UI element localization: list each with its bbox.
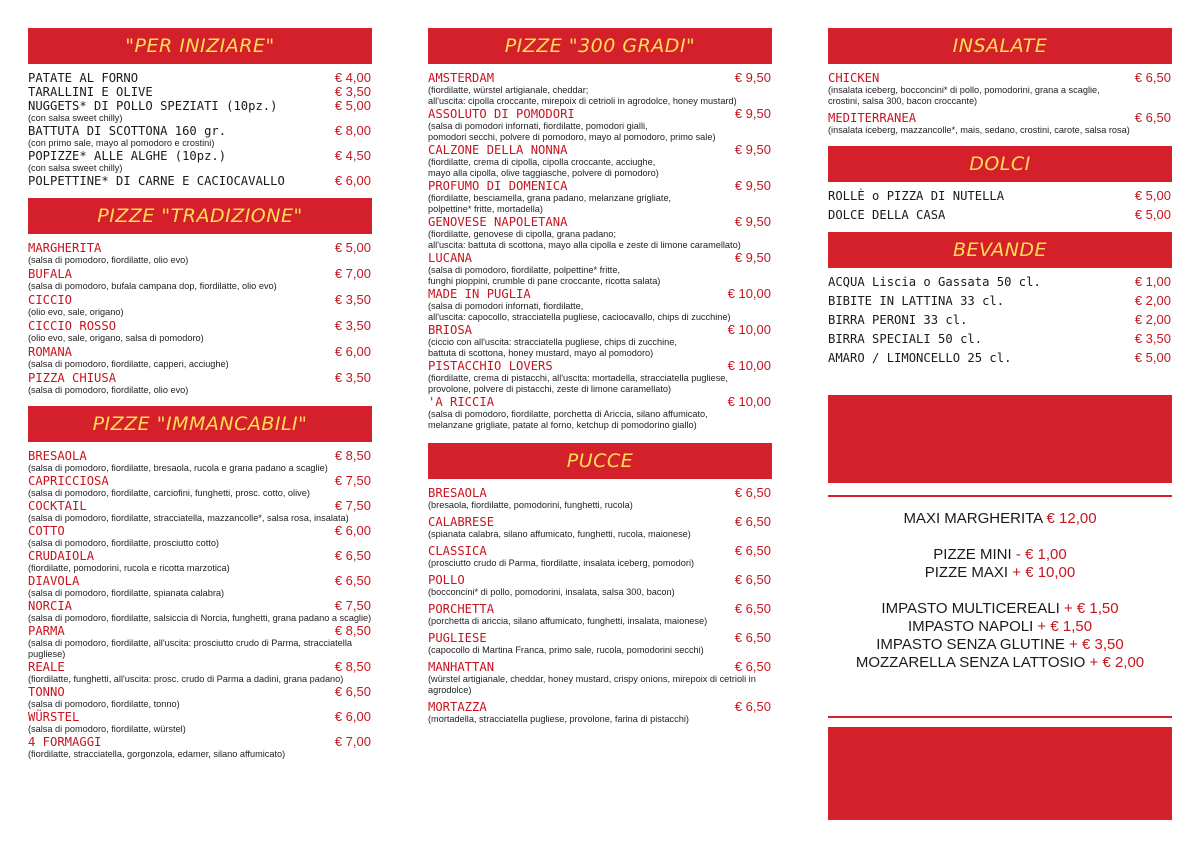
menu-item-row [28, 241, 372, 255]
menu-item-price: € 6,50 [734, 514, 771, 529]
menu-item [28, 685, 372, 710]
menu-item [28, 319, 372, 344]
menu-item-row [828, 208, 1172, 222]
menu-item-price: € 5,00 [334, 240, 371, 255]
menu-item-row [828, 351, 1172, 365]
menu-item-row [428, 660, 772, 674]
menu-item-description: (fiordilatte, crema di pistacchi, all'uscita: mortadella, stracciatella pugliese, provolone, polvere di pistacchi, zeste di limone caramellato) [428, 373, 728, 394]
menu-item-row [28, 624, 372, 638]
menu-item-name: PROFUMO DI DOMENICA [428, 179, 568, 193]
menu-item-price: € 5,00 [1134, 350, 1171, 365]
menu-item-name: BRIOSA [428, 323, 473, 337]
menu-item-description: (fiordilatte, crema di cipolla, cipolla croccante, acciughe, mayo alla cipolla, olive taggiasche, polvere di pomodoro) [428, 157, 659, 178]
section-pizze-300-gradi [428, 28, 772, 431]
section-title: INSALATE [828, 28, 1172, 64]
extra-line [828, 510, 1172, 528]
menu-item-name: PORCHETTA [428, 602, 495, 616]
section-title: PUCCE [428, 443, 772, 479]
menu-item-name: POLPETTINE* DI CARNE E CACIOCAVALLO [28, 174, 285, 188]
menu-item-name: CALABRESE [428, 515, 495, 529]
menu-item [428, 631, 772, 656]
menu-item-name: ROLLÈ o PIZZA DI NUTELLA [828, 189, 1005, 203]
extra-line [828, 636, 1172, 654]
item-list [28, 442, 372, 760]
menu-item-description: (salsa di pomodori infornati, fiordilatte, all'uscita: capocollo, stracciatella pugliese, caciocavallo, chips di zucchine) [428, 301, 731, 322]
menu-item [428, 395, 772, 431]
menu-item-price: € 4,50 [334, 148, 371, 163]
menu-item [428, 251, 772, 287]
menu-item-price: € 7,00 [334, 734, 371, 749]
menu-item [428, 71, 772, 107]
menu-column-left [28, 28, 372, 770]
menu-item-price: € 3,50 [334, 318, 371, 333]
menu-item-description: (salsa di pomodoro, fiordilatte, spianata calabra) [28, 588, 225, 598]
menu-item-description: (capocollo di Martina Franca, primo sale, rucola, pomodorini secchi) [428, 645, 704, 655]
menu-item-name: CICCIO [28, 293, 73, 307]
extra-price: + € 2,00 [1089, 654, 1145, 671]
menu-item-description: (salsa di pomodoro, fiordilatte, olio evo) [28, 255, 189, 265]
menu-item-description: (fiordilatte, genovese di cipolla, grana padano; all'uscita: battuta di scottona, mayo alla cipolla e zeste di limone caramellato) [428, 229, 741, 250]
section-pizze-tradizione [28, 198, 372, 396]
extra-label: MOZZARELLA SENZA LATTOSIO [855, 654, 1086, 671]
menu-item-price: € 6,50 [1134, 110, 1171, 125]
menu-item-name: GENOVESE NAPOLETANA [428, 215, 568, 229]
menu-item-name: PISTACCHIO LOVERS [428, 359, 553, 373]
menu-item-description: (olio evo, sale, origano) [28, 307, 124, 317]
menu-item [428, 660, 772, 696]
menu-item [428, 323, 772, 359]
menu-item [428, 107, 772, 143]
menu-item-row [28, 267, 372, 281]
menu-item-name: BUFALA [28, 267, 73, 281]
menu-item [28, 499, 372, 524]
menu-item-description: (salsa di pomodoro, fiordilatte, olio evo) [28, 385, 189, 395]
extra-label: IMPASTO NAPOLI [907, 618, 1034, 635]
menu-item-row [428, 486, 772, 500]
menu-item-price: € 4,00 [334, 70, 371, 85]
section-title: "PER INIZIARE" [28, 28, 372, 64]
menu-item [28, 735, 372, 760]
menu-item-price: € 8,50 [334, 448, 371, 463]
menu-item-price: € 6,50 [734, 699, 771, 714]
menu-item [428, 573, 772, 598]
menu-item [28, 124, 372, 149]
menu-item-description: (salsa di pomodoro, fiordilatte, bresaola, rucola e grana padano a scaglie) [28, 463, 328, 473]
menu-item-price: € 8,50 [334, 623, 371, 638]
item-list [828, 182, 1172, 222]
menu-item-price: € 5,00 [1134, 207, 1171, 222]
menu-item-name: WÜRSTEL [28, 710, 80, 724]
menu-item-description: (salsa di pomodoro, bufala campana dop, fiordilatte, olio evo) [28, 281, 277, 291]
menu-item-name: NORCIA [28, 599, 73, 613]
menu-item [828, 208, 1172, 222]
menu-item-name: CALZONE DELLA NONNA [428, 143, 568, 157]
menu-item [828, 294, 1172, 308]
menu-item-name: COTTO [28, 524, 65, 538]
menu-item-description: (mortadella, stracciatella pugliese, provolone, farina di pistacchi) [428, 714, 689, 724]
menu-item-name: PUGLIESE [428, 631, 487, 645]
menu-item-row [28, 710, 372, 724]
menu-item-row [28, 524, 372, 538]
menu-item-price: € 9,50 [734, 178, 771, 193]
menu-item-price: € 3,50 [1134, 331, 1171, 346]
menu-item [28, 293, 372, 318]
menu-item-name: PATATE AL FORNO [28, 71, 139, 85]
menu-item [28, 624, 372, 660]
menu-item-name: CHICKEN [828, 71, 880, 85]
menu-item-description: (fiordilatte, pomodorini, rucola e ricotta marzotica) [28, 563, 230, 573]
menu-item-row [28, 319, 372, 333]
menu-item-row [428, 395, 772, 409]
menu-item-row [28, 499, 372, 513]
menu-item-name: POLLO [428, 573, 465, 587]
menu-item-row [28, 660, 372, 674]
menu-item-name: NUGGETS* DI POLLO SPEZIATI (10pz.) [28, 99, 278, 113]
menu-item [28, 449, 372, 474]
menu-item-name: BATTUTA DI SCOTTONA 160 gr. [28, 124, 227, 138]
menu-item-description: (fiordilatte, stracciatella, gorgonzola, edamer, silano affumicato) [28, 749, 286, 759]
menu-item [428, 143, 772, 179]
menu-item-row [428, 215, 772, 229]
menu-item-description: (salsa di pomodoro, fiordilatte, prosciutto cotto) [28, 538, 219, 548]
menu-item [28, 99, 372, 124]
menu-item-name: REALE [28, 660, 65, 674]
menu-item-row [28, 474, 372, 488]
menu-item-name: 4 FORMAGGI [28, 735, 102, 749]
menu-column-right [828, 28, 1172, 375]
menu-item-name: ROMANA [28, 345, 73, 359]
menu-item-name: AMARO / LIMONCELLO 25 cl. [828, 351, 1012, 365]
menu-item-name: AMSTERDAM [428, 71, 495, 85]
menu-item-price: € 6,50 [734, 659, 771, 674]
menu-item-name: PIZZA CHIUSA [28, 371, 117, 385]
menu-item-description: (salsa di pomodoro, fiordilatte, salsiccia di Norcia, funghetti, grana padano a scaglie) [28, 613, 372, 623]
menu-item-row [828, 313, 1172, 327]
menu-item-description: (con salsa sweet chilly) [28, 113, 123, 123]
menu-item-name: DIAVOLA [28, 574, 80, 588]
menu-item-row [28, 685, 372, 699]
menu-item-description: (salsa di pomodoro, fiordilatte, tonno) [28, 699, 180, 709]
section-title: DOLCI [828, 146, 1172, 182]
menu-item-row [828, 111, 1172, 125]
section-bevande [828, 232, 1172, 365]
menu-item-row [28, 174, 372, 188]
section-pizze-immancabili [28, 406, 372, 760]
menu-item-name: CLASSICA [428, 544, 487, 558]
menu-item-price: € 6,50 [734, 601, 771, 616]
section-title: PIZZE "IMMANCABILI" [28, 406, 372, 442]
menu-item-name: BRESAOLA [428, 486, 487, 500]
menu-item [28, 524, 372, 549]
menu-item-description: (con primo sale, mayo al pomodoro e crostini) [28, 138, 215, 148]
extra-line [828, 546, 1172, 564]
extra-line [828, 564, 1172, 582]
extra-price: € 12,00 [1046, 510, 1097, 527]
menu-item [28, 345, 372, 370]
menu-item-description: (ciccio con all'uscita: stracciatella pugliese, chips di zucchine, battuta di scottona, honey mustard, mayo al pomodoro) [428, 337, 677, 358]
menu-item-name: MEDITERRANEA [828, 111, 917, 125]
menu-item-name: POPIZZE* ALLE ALGHE (10pz.) [28, 149, 227, 163]
item-list [428, 479, 772, 725]
menu-item-row [28, 293, 372, 307]
menu-item-row [828, 189, 1172, 203]
menu-item-row [428, 71, 772, 85]
menu-item [28, 710, 372, 735]
menu-item [28, 267, 372, 292]
menu-item-name: ACQUA Liscia o Gassata 50 cl. [828, 275, 1041, 289]
menu-item-description: (insalata iceberg, bocconcini* di pollo, pomodorini, grana a scaglie, crostini, salsa 300, bacon croccante) [828, 85, 1100, 106]
menu-item-price: € 7,50 [334, 473, 371, 488]
menu-item-row [828, 71, 1172, 85]
menu-item-name: MADE IN PUGLIA [428, 287, 531, 301]
menu-item-price: € 9,50 [734, 142, 771, 157]
menu-item-price: € 5,00 [1134, 188, 1171, 203]
menu-item-row [428, 287, 772, 301]
menu-item [828, 313, 1172, 327]
menu-item [28, 71, 372, 85]
menu-item-description: (salsa di pomodoro, fiordilatte, polpettine* fritte, funghi pioppini, crumble di pane croccante, ricotta salata) [428, 265, 661, 286]
menu-item-name: TARALLINI E OLIVE [28, 85, 153, 99]
extra-price: + € 10,00 [1012, 564, 1076, 581]
menu-item-name: TONNO [28, 685, 65, 699]
menu-item [428, 359, 772, 395]
menu-item-price: € 6,00 [334, 709, 371, 724]
menu-item-row [428, 573, 772, 587]
menu-item-row [428, 107, 772, 121]
menu-item-price: € 9,50 [734, 250, 771, 265]
menu-item-description: (salsa di pomodoro, fiordilatte, stracciatella, mazzancolle*, salsa rosa, insalata) [28, 513, 349, 523]
menu-item-description: (salsa di pomodoro, fiordilatte, porchetta di Ariccia, silano affumicato, melanzane grigliate, patate al forno, ketchup di pomodorino giallo) [428, 409, 708, 430]
menu-item-row [28, 735, 372, 749]
menu-item-name: MARGHERITA [28, 241, 102, 255]
menu-item [428, 287, 772, 323]
menu-item-row [28, 599, 372, 613]
menu-item-row [428, 359, 772, 373]
menu-item [28, 371, 372, 396]
menu-item [828, 71, 1172, 107]
menu-item-row [28, 574, 372, 588]
menu-item-price: € 6,50 [1134, 70, 1171, 85]
menu-item-row [28, 85, 372, 99]
extra-line [828, 654, 1172, 672]
menu-item-row [28, 71, 372, 85]
menu-item-name: BIRRA SPECIALI 50 cl. [828, 332, 983, 346]
extra-price: + € 3,50 [1069, 636, 1124, 653]
menu-item-row [28, 345, 372, 359]
item-list [28, 234, 372, 396]
menu-item-price: € 7,50 [334, 598, 371, 613]
section-title: PIZZE "TRADIZIONE" [28, 198, 372, 234]
menu-item-price: € 6,50 [734, 543, 771, 558]
extra-line [828, 600, 1172, 618]
extra-label: PIZZE MINI [933, 546, 1012, 563]
menu-item-price: € 8,50 [334, 659, 371, 674]
section-pucce [428, 443, 772, 725]
menu-item-description: (olio evo, sale, origano, salsa di pomodoro) [28, 333, 204, 343]
section-dolci [828, 146, 1172, 222]
extra-price: + € 1,50 [1037, 618, 1093, 635]
menu-item-name: BIBITE IN LATTINA 33 cl. [828, 294, 1005, 308]
menu-item-row [428, 251, 772, 265]
menu-item-price: € 2,00 [1134, 312, 1171, 327]
menu-item-price: € 6,50 [334, 548, 371, 563]
item-list [428, 64, 772, 431]
menu-item-price: € 10,00 [727, 286, 771, 301]
menu-item-description: (bresaola, fiordilatte, pomodorini, funghetti, rucola) [428, 500, 633, 510]
decorative-red-panel-top [828, 395, 1172, 483]
menu-item-row [428, 700, 772, 714]
menu-item [28, 149, 372, 174]
item-list [28, 64, 372, 188]
menu-item-name: BRESAOLA [28, 449, 87, 463]
menu-item-description: (spianata calabra, silano affumicato, funghetti, rucola, maionese) [428, 529, 691, 539]
menu-item-description: (salsa di pomodoro, fiordilatte, all'uscita: prosciutto crudo di Parma, stracciatella pugliese) [28, 638, 352, 659]
menu-item-price: € 3,50 [334, 84, 371, 99]
menu-item-description: (insalata iceberg, mazzancolle*, mais, sedano, crostini, carote, salsa rosa) [828, 125, 1130, 135]
menu-item-description: (fiordilatte, besciamella, grana padano, melanzane grigliate, polpettine* fritte, mortadella) [428, 193, 672, 214]
menu-item-price: € 6,00 [334, 173, 371, 188]
extra-label: IMPASTO MULTICEREALI [881, 600, 1060, 617]
extra-price: + € 1,50 [1063, 600, 1119, 617]
menu-item-row [828, 294, 1172, 308]
menu-item-name: MANHATTAN [428, 660, 495, 674]
menu-item [828, 332, 1172, 346]
menu-item-description: (würstel artigianale, cheddar, honey mustard, crispy onions, mirepoix di cetrioli in agrodolce) [428, 674, 756, 695]
menu-item-price: € 10,00 [727, 358, 771, 373]
menu-item-row [28, 549, 372, 563]
menu-item-row [28, 99, 372, 113]
menu-item-price: € 1,00 [1134, 274, 1171, 289]
menu-item-description: (bocconcini* di pollo, pomodorini, insalata, salsa 300, bacon) [428, 587, 675, 597]
menu-item-price: € 6,50 [734, 630, 771, 645]
menu-item-description: (prosciutto crudo di Parma, fiordilatte, insalata iceberg, pomodori) [428, 558, 695, 568]
menu-item-name: COCKTAIL [28, 499, 87, 513]
menu-item [428, 602, 772, 627]
menu-item [828, 275, 1172, 289]
menu-item-row [28, 449, 372, 463]
menu-item-name: PARMA [28, 624, 65, 638]
menu-item [828, 189, 1172, 203]
menu-item-description: (con salsa sweet chilly) [28, 163, 123, 173]
section-title: BEVANDE [828, 232, 1172, 268]
menu-item-price: € 3,50 [334, 370, 371, 385]
menu-item [428, 700, 772, 725]
menu-item-description: (salsa di pomodoro, fiordilatte, würstel) [28, 724, 186, 734]
menu-item-name: MORTAZZA [428, 700, 487, 714]
menu-item [428, 515, 772, 540]
menu-item-row [28, 371, 372, 385]
menu-item-name: ASSOLUTO DI POMODORI [428, 107, 575, 121]
menu-item-price: € 3,50 [334, 292, 371, 307]
section-per-iniziare [28, 28, 372, 188]
menu-item [428, 179, 772, 215]
menu-item [28, 660, 372, 685]
menu-item-price: € 10,00 [727, 394, 771, 409]
menu-item [28, 474, 372, 499]
menu-item-name: CICCIO ROSSO [28, 319, 117, 333]
menu-item-row [428, 179, 772, 193]
menu-item-price: € 6,50 [334, 573, 371, 588]
menu-item-price: € 7,50 [334, 498, 371, 513]
menu-item-row [28, 124, 372, 138]
menu-item-price: € 6,50 [734, 485, 771, 500]
menu-item-price: € 6,00 [334, 523, 371, 538]
menu-item-description: (salsa di pomodoro, fiordilatte, capperi, acciughe) [28, 359, 229, 369]
item-list [828, 268, 1172, 365]
menu-item-row [428, 515, 772, 529]
menu-item [28, 549, 372, 574]
menu-item-name: CRUDAIOLA [28, 549, 95, 563]
menu-item-row [428, 323, 772, 337]
menu-item-row [828, 332, 1172, 346]
menu-item-price: € 10,00 [727, 322, 771, 337]
menu-item-name: CAPRICCIOSA [28, 474, 109, 488]
decorative-red-panel-bottom [828, 727, 1172, 820]
menu-item-description: (fiordilatte, würstel artigianale, cheddar; all'uscita: cipolla croccante, mirepoix di cetrioli in agrodolce, honey mustard) [428, 85, 737, 106]
menu-item-price: € 6,50 [734, 572, 771, 587]
menu-item [428, 486, 772, 511]
menu-column-center [428, 28, 772, 735]
menu-item-price: € 9,50 [734, 214, 771, 229]
menu-item-price: € 6,00 [334, 344, 371, 359]
menu-item-name: DOLCE DELLA CASA [828, 208, 946, 222]
extra-label: MAXI MARGHERITA [903, 510, 1043, 527]
extra-price: - € 1,00 [1015, 546, 1067, 563]
menu-item [428, 215, 772, 251]
menu-item-name: LUCANA [428, 251, 473, 265]
menu-item-price: € 2,00 [1134, 293, 1171, 308]
section-insalate [828, 28, 1172, 136]
menu-item [28, 85, 372, 99]
menu-item [28, 174, 372, 188]
menu-item [828, 351, 1172, 365]
menu-item-row [428, 602, 772, 616]
menu-item-description: (porchetta di ariccia, silano affumicato, funghetti, insalata, maionese) [428, 616, 708, 626]
extra-line [828, 618, 1172, 636]
section-title: PIZZE "300 GRADI" [428, 28, 772, 64]
menu-item-name: BIRRA PERONI 33 cl. [828, 313, 968, 327]
menu-item-row [28, 149, 372, 163]
menu-item-description: (salsa di pomodori infornati, fiordilatte, pomodori gialli, pomodori secchi, polvere di pomodoro, mayo al pomodoro, primo sale) [428, 121, 716, 142]
menu-item-price: € 8,00 [334, 123, 371, 138]
menu-item-description: (salsa di pomodoro, fiordilatte, carciofini, funghetti, prosc. cotto, olive) [28, 488, 310, 498]
extra-label: PIZZE MAXI [924, 564, 1009, 581]
menu-item [28, 574, 372, 599]
menu-item [428, 544, 772, 569]
menu-item-row [428, 631, 772, 645]
menu-item [28, 241, 372, 266]
menu-item-price: € 9,50 [734, 106, 771, 121]
menu-item-row [828, 275, 1172, 289]
menu-item-price: € 5,00 [334, 98, 371, 113]
menu-item-name: 'A RICCIA [428, 395, 495, 409]
menu-item-price: € 9,50 [734, 70, 771, 85]
extra-label: IMPASTO SENZA GLUTINE [876, 636, 1065, 653]
menu-item-description: (fiordilatte, funghetti, all'uscita: prosc. crudo di Parma a dadini, grana padano) [28, 674, 344, 684]
menu-item-price: € 7,00 [334, 266, 371, 281]
menu-item-row [428, 143, 772, 157]
pizza-extras-panel [828, 495, 1172, 718]
menu-item-price: € 6,50 [334, 684, 371, 699]
item-list [828, 64, 1172, 136]
menu-item-row [428, 544, 772, 558]
menu-item [28, 599, 372, 624]
menu-item [828, 111, 1172, 136]
